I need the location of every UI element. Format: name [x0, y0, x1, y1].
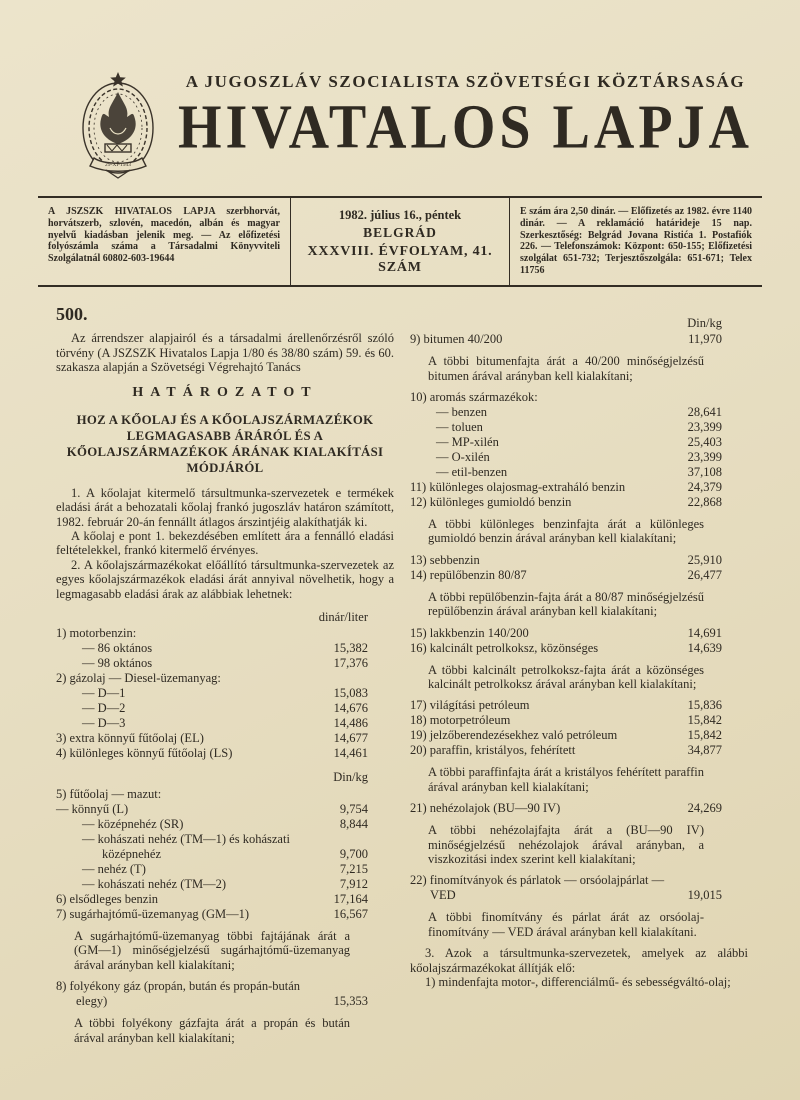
- price-row: [410, 553, 748, 568]
- price-row-label: 20) paraffin, kristályos, fehérített: [410, 743, 576, 758]
- price-row-label: — kohászati nehéz (TM—1) és kohászati középnehéz: [82, 831, 290, 861]
- decree-title: HOZ A KŐOLAJ ÉS A KŐOLAJSZÁRMAZÉKOK LEGMAGASABB ÁRÁRÓL ÉS A KŐOLAJSZÁRMAZÉKOK ÁRÁNAK KIALAKÍTÁSI MÓDJÁRÓL: [66, 412, 384, 475]
- price-row: [410, 495, 748, 510]
- publication-info: A JSZSZK HIVATALOS LAPJA szerbhorvát, horvátszerb, szlovén, macedón, albán és magyar nyelvű kiadásban jelenik meg. — Az előfizetési folyószámla száma a Társadalmi Könyvviteli Szolgálatnál 60802-603-19644: [48, 206, 280, 265]
- right-column: [410, 307, 748, 1052]
- price-row-label: 19) jelzőberendezésekhez való petróleum: [410, 728, 618, 743]
- price-row-value: 15,083: [333, 686, 368, 701]
- price-row-value: 15,842: [687, 728, 722, 743]
- price-row: [82, 656, 394, 671]
- unit-header: Din/kg: [333, 770, 368, 785]
- note-paragraph: A többi folyékony gázfajta árát a propán és bután árával arányban kell kialakítani;: [74, 1016, 350, 1045]
- price-row-label: 14) repülőbenzin 80/87: [410, 567, 527, 582]
- price-row: [82, 716, 394, 731]
- price-row-label: 11) különleges olajosmag-extraháló benzin: [410, 480, 626, 494]
- price-row-label: 15) lakkbenzin 140/200: [410, 625, 529, 640]
- price-row-label: 1) motorbenzin:: [56, 626, 137, 641]
- price-row-label: 18) motorpetróleum: [410, 713, 511, 728]
- price-row: [410, 713, 748, 728]
- price-row-value: 37,108: [687, 465, 722, 479]
- price-row: [410, 332, 748, 347]
- left-column: [56, 303, 394, 1052]
- price-row-value: 22,868: [687, 495, 722, 509]
- price-row-label: — 86 oktános: [82, 641, 153, 656]
- note-paragraph: A többi bitumenfajta árát a 40/200 minőségjelzésű bitumen árával arányban kell kialakítani;: [428, 354, 704, 383]
- price-row: [410, 743, 748, 758]
- paragraph: A kőolaj e pont 1. bekezdésében említett ára a fennálló eladási feltételekkel, frankó kitermelő érvényes.: [56, 529, 394, 558]
- flame-icon: [100, 92, 135, 144]
- issue-city: BELGRÁD: [363, 225, 437, 241]
- price-row-label: 2) gázolaj — Diesel-üzemanyag:: [56, 671, 221, 686]
- price-row-label: — toluen: [436, 420, 483, 434]
- issue-volume: XXXVIII. ÉVFOLYAM, 41. SZÁM: [307, 243, 493, 275]
- price-row-label: — O-xilén: [436, 450, 490, 464]
- price-row-label: — MP-xilén: [436, 435, 499, 449]
- article-body: [0, 287, 800, 1052]
- price-row-value: 9,754: [339, 801, 368, 816]
- note-paragraph: A többi nehézolajfajta árát a (BU—90 IV) minőségjelzésű nehézolajok árával arányban, a viszkozitási index szerint kell kialakítani;: [428, 823, 704, 867]
- price-row-label: 5) fűtőolaj — mazut:: [56, 786, 162, 801]
- price-row-value: 9,700: [339, 846, 368, 861]
- note-paragraph: A sugárhajtómű-üzemanyag többi fajtájának árát a (GM—1) minőségjelzésű sugárhajtómű-üzemanyag árával arányban kell kialakítani;: [74, 928, 350, 972]
- price-row-value: 14,461: [333, 746, 368, 761]
- price-row: [56, 787, 394, 802]
- paragraph: 1. A kőolajat kitermelő társultmunka-szervezetek e termékek eladási árát a behozatali kőolaj frankó jugoszláv határon számított, 1982. február 20-án fennállt átlagos árszintjéig alakíthatják ki.: [56, 485, 394, 529]
- price-row-value: 28,641: [687, 405, 722, 419]
- price-row-label: — D—1: [82, 686, 126, 701]
- price-row: [436, 405, 748, 420]
- price-row: [410, 728, 748, 743]
- price-row-value: 34,877: [687, 743, 722, 758]
- article-number: 500.: [56, 303, 88, 324]
- yugoslav-coat-of-arms-icon: [58, 70, 178, 180]
- gazette-title: HIVATALOS LAPJA: [178, 92, 753, 163]
- issue-info: [291, 198, 509, 285]
- price-row-label: 22) finomítványok és párlatok — orsóolajpárlat — VED: [410, 873, 665, 903]
- note-paragraph: A többi kalcinált petrolkoksz-fajta árát a közönséges kalcinált petrolkoksz árával arányban kell kialakítani;: [428, 662, 704, 692]
- price-row-value: 26,477: [687, 567, 722, 582]
- price-row: [56, 979, 394, 1009]
- price-row: [82, 701, 394, 716]
- note-paragraph: A többi finomítvány és párlat árát az orsóolaj-finomítvány — VED árával arányban kell kialakítani.: [428, 910, 704, 939]
- paragraph: Az árrendszer alapjairól és a társadalmi árellenőrzésről szóló törvény (A JSZSZK Hivatalos Lapja 1/80 és 38/80 szám) 59. és 60. szakasza alapján a Szövetségi Végrehajtó Tanács: [56, 331, 394, 374]
- price-row-label: — benzen: [436, 405, 488, 419]
- paragraph: 1) mindenfajta motor-, differenciálmű- és sebességváltó-olaj;: [425, 975, 731, 990]
- price-row-value: 14,677: [333, 731, 368, 746]
- price-row-value: 23,399: [687, 420, 722, 434]
- price-row: [56, 731, 394, 746]
- price-row-label: 9) bitumen 40/200: [410, 332, 503, 347]
- price-row-value: 17,164: [333, 891, 368, 906]
- price-row-value: 15,353: [333, 994, 368, 1009]
- price-row-value: 8,844: [339, 816, 368, 831]
- price-row-label: — 98 oktános: [82, 656, 153, 671]
- price-row: [56, 626, 394, 641]
- price-row-value: 15,836: [687, 698, 722, 713]
- price-row: [410, 626, 748, 641]
- price-row-value: 14,639: [687, 640, 722, 655]
- price-row-value: 19,015: [687, 888, 722, 903]
- price-row: [410, 698, 748, 713]
- issue-date: 1982. július 16., péntek: [338, 208, 462, 222]
- price-row: [82, 641, 394, 656]
- price-row: [56, 892, 394, 907]
- price-row-value: 23,399: [687, 450, 722, 464]
- info-band: [38, 196, 762, 287]
- unit-header: Din/kg: [687, 315, 722, 330]
- price-row-value: 25,910: [687, 552, 722, 567]
- price-row: [410, 873, 748, 903]
- price-row-value: 16,567: [333, 906, 368, 921]
- price-row: [82, 862, 394, 877]
- price-row: [56, 907, 394, 922]
- price-row: [436, 465, 748, 480]
- price-row-label: 8) folyékony gáz (propán, bután és propán-bután elegy): [56, 979, 301, 1009]
- price-row: [410, 480, 748, 495]
- price-row-label: 21) nehézolajok (BU—90 IV): [410, 801, 561, 816]
- price-row-label: — nehéz (T): [82, 861, 146, 876]
- price-row-label: — D—3: [82, 716, 126, 731]
- masthead-text: [178, 70, 753, 163]
- price-row-value: 11,970: [688, 332, 722, 347]
- price-row-label: 7) sugárhajtómű-üzemanyag (GM—1): [56, 906, 249, 921]
- price-row: [410, 641, 748, 656]
- price-row: [56, 671, 394, 686]
- decree-word: HATÁROZATOT: [132, 385, 318, 401]
- unit-header: dinár/liter: [318, 610, 368, 625]
- price-row: [82, 817, 394, 832]
- price-row-value: 7,912: [339, 876, 368, 891]
- price-row-label: 6) elsődleges benzin: [56, 891, 159, 906]
- price-row-label: 4) különleges könnyű fűtőolaj (LS): [56, 746, 233, 761]
- price-row: [436, 435, 748, 450]
- price-row-value: 14,486: [333, 716, 368, 731]
- price-row-label: — középnehéz (SR): [82, 816, 184, 831]
- price-row-value: 15,382: [333, 641, 368, 656]
- price-row-value: 15,842: [687, 713, 722, 728]
- note-paragraph: A többi különleges benzinfajta árát a különleges gumioldó benzin árával arányban kell kialakítani;: [428, 517, 704, 546]
- price-row-value: 24,269: [687, 801, 722, 816]
- note-paragraph: A többi paraffinfajta árát a kristályos fehérített paraffin árával arányban kell kialakítani;: [428, 765, 704, 794]
- price-row-label: 3) extra könnyű fűtőolaj (EL): [56, 731, 204, 746]
- price-contact-info: E szám ára 2,50 dinár. — Előfizetés az 1982. évre 1140 dinár. — A reklamáció határideje 15 nap. Szerkesztőség: Belgrád Jovana Ristića 1. Postafiók 226. — Telefonszámok: Központ: 650-155; Előfizetési szolgálat 651-732; Terjesztőszolgála: 651-671; Telex 11756: [520, 206, 752, 276]
- price-row-value: 14,691: [687, 625, 722, 640]
- price-row-value: 25,403: [687, 435, 722, 449]
- price-row: [436, 420, 748, 435]
- price-row-value: 14,676: [333, 701, 368, 716]
- star-icon: [110, 72, 126, 87]
- price-row-value: 24,379: [687, 480, 722, 494]
- price-row: [82, 877, 394, 892]
- price-row-label: — etil-benzen: [436, 465, 508, 479]
- paragraph: 2. A kőolajszármazékokat előállító társultmunka-szervezetek az egyes kőolajszármazékok eladási árát annyival növelhetik, hogy a legmagasabb eladási árak az alábbiak lehetnek:: [56, 557, 394, 601]
- price-row: [56, 746, 394, 761]
- price-row: [436, 450, 748, 465]
- price-row: [56, 802, 394, 817]
- price-row-label: 17) világítási petróleum: [410, 698, 530, 713]
- price-row-label: 16) kalcinált petrolkoksz, közönséges: [410, 640, 599, 655]
- price-row-label: 13) sebbenzin: [410, 552, 480, 567]
- price-row: [410, 801, 748, 816]
- country-line: A JUGOSZLÁV SZOCIALISTA SZÖVETSÉGI KÖZTÁRSASÁG: [185, 72, 746, 91]
- masthead: [0, 0, 800, 180]
- note-paragraph: A többi repülőbenzin-fajta árát a 80/87 minőségjelzésű repülőbenzin árával arányban kell kialakítani;: [428, 589, 704, 619]
- price-row: [82, 686, 394, 701]
- price-row: [410, 568, 748, 583]
- price-row-value: 17,376: [333, 656, 368, 671]
- paragraph: 3. Azok a társultmunka-szervezetek, amelyek az alábbi kőolajszármazékokat állítják elő:: [410, 946, 748, 975]
- price-row-label: 12) különleges gumioldó benzin: [410, 495, 572, 509]
- price-row-label: — kohászati nehéz (TM—2): [82, 876, 227, 891]
- price-row-label: — D—2: [82, 701, 126, 716]
- price-row: [82, 832, 394, 862]
- price-row-label: 10) aromás származékok:: [410, 390, 538, 404]
- price-row-label: — könnyű (L): [56, 801, 129, 816]
- price-row: [410, 390, 748, 405]
- emblem-ribbon-date: 29-XI-1943: [105, 162, 131, 168]
- price-row-value: 7,215: [339, 861, 368, 876]
